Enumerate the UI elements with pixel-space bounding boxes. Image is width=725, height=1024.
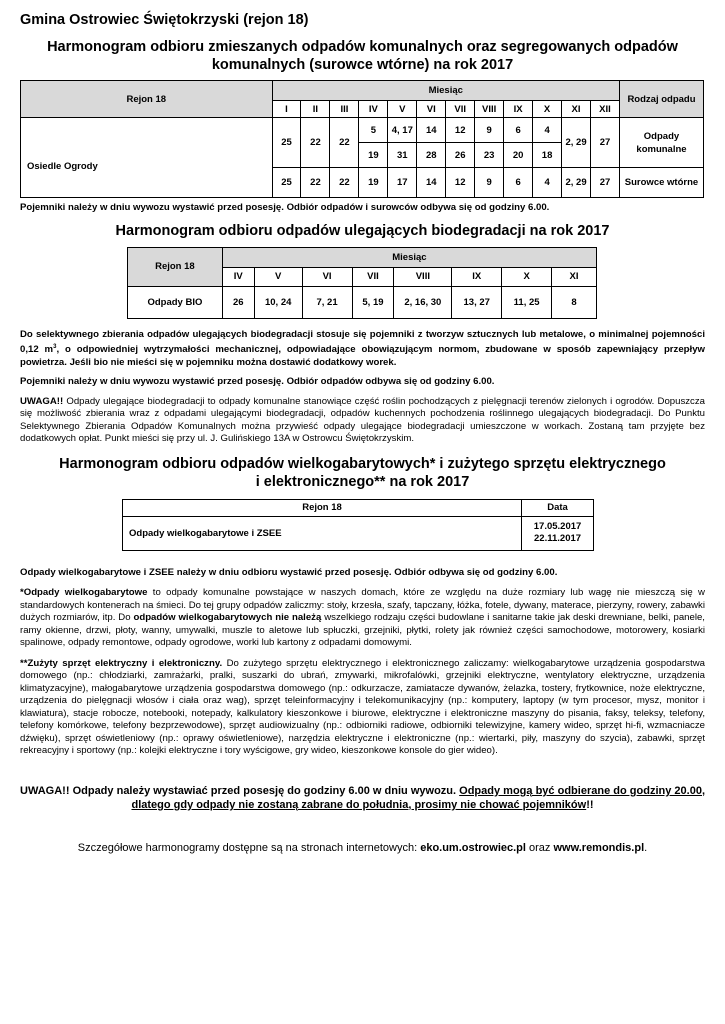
month-header: VII bbox=[446, 101, 475, 118]
bio-container-paragraph bbox=[20, 329, 705, 370]
month-header: VI bbox=[302, 267, 352, 286]
date-cell: 19 bbox=[359, 143, 388, 168]
schedule1-recycle-type: Surowce wtórne bbox=[619, 168, 703, 198]
schedule3-table bbox=[122, 499, 594, 551]
schedule1-col-type: Rodzaj odpadu bbox=[619, 81, 703, 118]
date-cell: 12 bbox=[446, 168, 475, 198]
schedule3-col-date: Data bbox=[522, 499, 594, 516]
month-header: VII bbox=[352, 267, 394, 286]
final-warning-part1: UWAGA!! Odpady należy wystawiać przed posesję do godziny 6.00 w dniu wywozu. bbox=[20, 784, 460, 797]
month-header: IX bbox=[504, 101, 533, 118]
schedule2-col-region: Rejon 18 bbox=[128, 247, 223, 286]
date-cell: 5 bbox=[359, 118, 388, 143]
month-header: III bbox=[330, 101, 359, 118]
schedule1-mixed-row-top bbox=[21, 118, 704, 143]
footer bbox=[20, 842, 705, 854]
date-cell: 5, 19 bbox=[352, 286, 394, 318]
bio-warning-text: Odpady ulegające biodegradacji to odpady komunalne stanowiące część roślin pochodzących z pielęgnacji terenów zielonych i ogrodów. Dopuszcza się możliwość zbierania wraz z odpadami ulegającymi biodegradacji, odpadów kuchennych pochodzenia roślinnego ulegających biodegradacji. Do Punktu Selektywnego Zbierania Odpadów Komunalnych można przywieść odpady ulegające biodegradacji umieszczone w workach. Zostaną tam przyjęte bez dodatkowych opłat. Punkt mieści się przy ul. J. Gulińskiego 13A w Ostrowcu Świętokrzyskim. bbox=[20, 395, 705, 445]
weee-text: Do zużytego sprzętu elektrycznego i elektronicznego zaliczamy: wielkogabarytowe urządzenia gospodarstwa domowego (np.: chłodziarki, zamrażarki, pralki, suszarki do ubrań, zmywarki, mikrofalówki, grzejniki elektryczne, wentylatory elektryczne, urządzenia klimatyzacyjne), małogabarytowe urządzenia gospodarstwa domowego (np.: odkurzacze, zamiatacze dywanów, żelazka, tostery, frytkownice, noże elektryczne, urządzenia do pielęgnacji włosów i ciała oraz wag), sprzęt teleinformacyjny i telekomunikacyjny (np.: komputery, laptopy (w tym procesor, mysz, monitor i klawiatura), stacje robocze, notebooki, notepady, kalkulatory kieszonkowe i biurowe, elektryczne i elektroniczne maszyny do pisania, faksy, teleksy, telefony, telefony komórkowe, telefony bezprzewodowe), sprzęt audiowizualny (np.: odbiorniki radiowe, odbiorniki telewizyjne, kamery wideo, sprzęt hi-fi, wzmacniacze dźwięku), sprzęt oświetleniowy (np.: oprawy oświetleniowe), narzędzia elektryczne i elektroniczne (np.: wiertarki, piły, maszyny do szycia), zabawki, sprzęt rekreacyjny i sportowy (np.: kolejki elektryczne i tory wyścigowe, gry wideo, kieszonkowe konsole do gier wideo). bbox=[20, 657, 705, 757]
date-cell: 25 bbox=[272, 118, 301, 168]
schedule3-note: Odpady wielkogabarytowe i ZSEE należy w dniu odbioru wystawić przed posesję. Odbiór odbywa się od godziny 6.00. bbox=[20, 566, 558, 578]
date-cell: 18 bbox=[533, 143, 562, 168]
date-cell: 9 bbox=[475, 168, 504, 198]
month-header: IX bbox=[452, 267, 502, 286]
date-cell: 27 bbox=[591, 168, 620, 198]
bio-container-text-a: Do selektywnego zbierania odpadów ulegających biodegradacji stosuje się pojemniki z tworzyw sztucznych lub metalowe, o minimalnej pojemności 0,12 m bbox=[20, 328, 705, 356]
date-cell: 17 bbox=[388, 168, 417, 198]
date-cell: 22 bbox=[330, 168, 359, 198]
date-cell: 20 bbox=[504, 143, 533, 168]
schedule3-col-region: Rejon 18 bbox=[123, 499, 522, 516]
schedule1-row-name: Osiedle Ogrody bbox=[21, 118, 273, 198]
date-cell: 4, 17 bbox=[388, 118, 417, 143]
weee-paragraph bbox=[20, 658, 705, 758]
date-cell: 2, 16, 30 bbox=[394, 286, 452, 318]
month-header: XI bbox=[552, 267, 597, 286]
bulky-text-1: to odpady komunalne powstające w naszych domach, które ze względu na duże rozmiary lub wagę nie mieszczą się w standardowych kontenerach na śmieci. Do tej grupy odpadów zaliczmy: stoły, krzesła, szafy, tapczany, łóżka, fotele, dywany, materace, pierzyny, rowery, zabawki dużych rozmiarów, itp. Do bbox=[20, 587, 705, 624]
date-cell: 8 bbox=[552, 286, 597, 318]
date-cell: 11, 25 bbox=[502, 286, 552, 318]
month-header: IV bbox=[359, 101, 388, 118]
month-header: VIII bbox=[394, 267, 452, 286]
date-cell: 22 bbox=[330, 118, 359, 168]
schedule2-heading: Harmonogram odbioru odpadów ulegających biodegradacji na rok 2017 bbox=[115, 222, 610, 239]
month-header: X bbox=[502, 267, 552, 286]
month-header: IV bbox=[222, 267, 254, 286]
schedule1-heading-line1: Harmonogram odbioru zmieszanych odpadów komunalnych oraz segregowanych odpadów bbox=[47, 39, 678, 55]
schedule3-heading bbox=[20, 455, 705, 491]
schedule1-mixed-type: Odpady komunalne bbox=[619, 118, 703, 168]
footer-link-remondis[interactable]: www.remondis.pl bbox=[553, 841, 645, 854]
month-header: XI bbox=[562, 101, 591, 118]
bio-container-text-b: , o odpowiedniej wytrzymałości mechanicznej, odpowiadające obowiązującym normom, zbudowane w sposób zapewniający przepływ powietrza. Jeśli bio nie mieści się w pojemniku można dostawić dodatkowy worek. bbox=[20, 344, 705, 368]
footer-end: . bbox=[644, 841, 648, 854]
date-cell: 2, 29 bbox=[562, 168, 591, 198]
footer-mid: oraz bbox=[525, 841, 554, 854]
schedule2-row-name: Odpady BIO bbox=[128, 286, 223, 318]
date-cell: 10, 24 bbox=[254, 286, 302, 318]
bio-note: Pojemniki należy w dniu wywozu wystawić przed posesję. Odbiór odpadów odbywa się od godziny 6.00. bbox=[20, 376, 495, 388]
bio-warning-paragraph bbox=[20, 396, 705, 446]
date-cell: 26 bbox=[446, 143, 475, 168]
month-header: X bbox=[533, 101, 562, 118]
footer-link-eko[interactable]: eko.um.ostrowiec.pl bbox=[420, 841, 526, 854]
date-cell: 28 bbox=[417, 143, 446, 168]
date-cell: 22.11.2017 bbox=[534, 533, 582, 545]
date-cell: 19 bbox=[359, 168, 388, 198]
schedule1-col-month: Miesiąc bbox=[272, 81, 619, 101]
final-warning-part3: !! bbox=[586, 798, 594, 811]
bulky-label: *Odpady wielkogabarytowe bbox=[20, 587, 148, 599]
date-cell: 14 bbox=[417, 168, 446, 198]
date-cell: 12 bbox=[446, 118, 475, 143]
date-cell: 2, 29 bbox=[562, 118, 591, 168]
month-header: XII bbox=[591, 101, 620, 118]
bio-warning-label: UWAGA!! bbox=[20, 395, 64, 407]
date-cell: 4 bbox=[533, 168, 562, 198]
final-warning-part2: Odpady mogą być odbierane do godziny 20.00, dlatego gdy odpady nie zostaną zabrane do południa, prosimy nie chować pojemników bbox=[131, 784, 705, 811]
month-header: II bbox=[301, 101, 330, 118]
bulky-paragraph bbox=[20, 587, 705, 650]
schedule3-heading-line2: i elektronicznego** na rok 2017 bbox=[255, 473, 470, 490]
schedule1-heading bbox=[20, 38, 705, 74]
month-header: VI bbox=[417, 101, 446, 118]
date-cell: 26 bbox=[222, 286, 254, 318]
bio-container-sup: 3 bbox=[53, 344, 57, 350]
schedule1-table bbox=[20, 80, 704, 198]
date-cell: 22 bbox=[301, 118, 330, 168]
date-cell: 23 bbox=[475, 143, 504, 168]
schedule3-row-name: Odpady wielkogabarytowe i ZSEE bbox=[123, 516, 522, 550]
schedule3-heading-line1: Harmonogram odbioru odpadów wielkogabarytowych* i zużytego sprzętu elektrycznego bbox=[59, 455, 666, 472]
schedule3-row bbox=[123, 516, 594, 550]
footer-text: Szczegółowe harmonogramy dostępne są na stronach internetowych: bbox=[77, 841, 421, 854]
schedule2-table bbox=[127, 247, 597, 319]
schedule3-dates bbox=[522, 516, 594, 550]
schedule1-note: Pojemniki należy w dniu wywozu wystawić przed posesję. Odbiór odpadów i surowców odbywa się od godziny 6.00. bbox=[20, 202, 550, 213]
document-page bbox=[20, 12, 705, 854]
date-cell: 27 bbox=[591, 118, 620, 168]
weee-label: **Zużyty sprzęt elektryczny i elektroniczny. bbox=[20, 657, 223, 669]
date-cell: 6 bbox=[504, 168, 533, 198]
schedule2-col-month: Miesiąc bbox=[222, 247, 596, 267]
final-warning bbox=[20, 784, 705, 812]
date-cell: 9 bbox=[475, 118, 504, 143]
date-cell: 4 bbox=[533, 118, 562, 143]
date-cell: 17.05.2017 bbox=[533, 521, 582, 533]
schedule1-col-region: Rejon 18 bbox=[21, 81, 273, 118]
bulky-text-2: wszelkiego rodzaju części budowlane i sanitarne takie jak deski drewniane, belki, panele, ramy okienne, drzwi, płoty, wanny, umywalki, muszle to aletowe lub spłuczki, grzejniki, płytki, rolety jak również części samochodowe, motorowery, kosiarki spalinowe, odpady remontowe, odpady ogrodowe, worki lub kartony z odpadami domowymi. bbox=[20, 612, 705, 649]
month-header: V bbox=[388, 101, 417, 118]
date-cell: 31 bbox=[388, 143, 417, 168]
month-header: V bbox=[254, 267, 302, 286]
page-title: Gmina Ostrowiec Świętokrzyski (rejon 18) bbox=[20, 12, 309, 28]
date-cell: 6 bbox=[504, 118, 533, 143]
date-cell: 14 bbox=[417, 118, 446, 143]
date-cell: 7, 21 bbox=[302, 286, 352, 318]
schedule1-heading-line2: komunalnych (surowce wtórne) na rok 2017 bbox=[211, 57, 514, 73]
date-cell: 22 bbox=[301, 168, 330, 198]
schedule2-bio-row bbox=[128, 286, 597, 318]
month-header: VIII bbox=[475, 101, 504, 118]
date-cell: 13, 27 bbox=[452, 286, 502, 318]
bulky-bold-2: odpadów wielkogabarytowych nie należą bbox=[133, 612, 322, 624]
date-cell: 25 bbox=[272, 168, 301, 198]
month-header: I bbox=[272, 101, 301, 118]
